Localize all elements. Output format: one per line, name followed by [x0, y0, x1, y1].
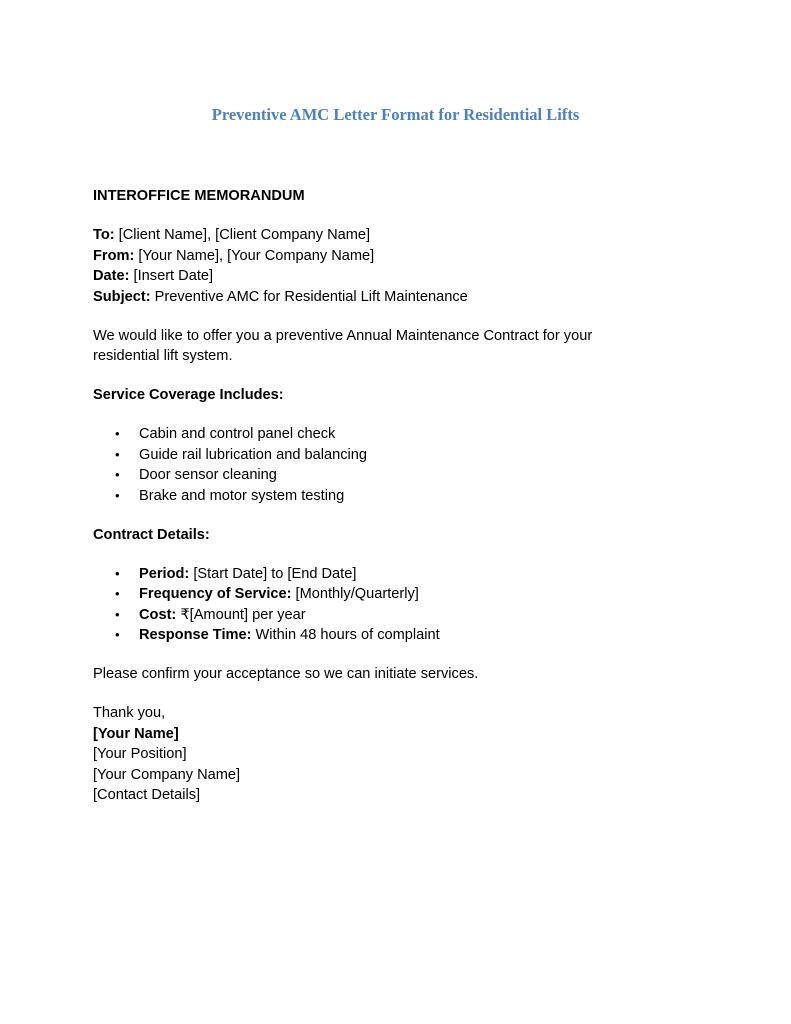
bullet-icon: • — [115, 606, 120, 622]
subject-line — [93, 287, 713, 308]
service-item-text: Brake and motor system testing — [139, 487, 345, 504]
contract-item-label: Frequency of Service: — [139, 586, 292, 602]
from-line — [93, 246, 713, 267]
bullet-icon: • — [115, 586, 120, 601]
closing-request: Please confirm your acceptance so we can initiate services. — [93, 666, 479, 682]
contract-item-value: [Start Date] to [End Date] — [189, 565, 357, 582]
from-label: From: — [93, 247, 135, 264]
service-item-text: Guide rail lubrication and balancing — [139, 446, 367, 463]
list-item — [93, 424, 713, 445]
date-label: Date: — [93, 268, 130, 284]
list-item — [93, 465, 713, 486]
signoff-contact: [Contact Details] — [93, 787, 201, 803]
memo-heading: INTEROFFICE MEMORANDUM — [93, 188, 305, 204]
signoff-company: [Your Company Name] — [93, 766, 241, 783]
service-item-text: Door sensor cleaning — [139, 467, 277, 483]
contract-item-value: ₹[Amount] per year — [176, 606, 306, 623]
document-title: Preventive AMC Letter Format for Residential Lifts — [211, 105, 580, 124]
service-item-text: Cabin and control panel check — [139, 426, 336, 442]
contract-item-label: Period: — [139, 565, 190, 582]
list-item — [93, 584, 713, 605]
list-item — [93, 605, 713, 626]
signoff-thanks: Thank you, — [93, 705, 166, 721]
contract-item-label: Cost: — [139, 606, 177, 623]
bullet-icon: • — [115, 426, 120, 441]
signoff-position: [Your Position] — [93, 746, 187, 762]
subject-label: Subject: — [93, 288, 151, 305]
contract-details-heading: Contract Details: — [93, 526, 210, 543]
contract-item-value: [Monthly/Quarterly] — [291, 586, 419, 602]
date-value: [Insert Date] — [129, 268, 214, 284]
bullet-icon: • — [115, 487, 120, 503]
to-label: To: — [93, 227, 115, 243]
to-value: [Client Name], [Client Company Name] — [114, 227, 371, 243]
contract-details-list — [93, 564, 713, 646]
date-line — [93, 266, 713, 287]
signoff-name: [Your Name] — [93, 725, 179, 742]
contract-item-label: Response Time: — [139, 627, 252, 643]
from-value: [Your Name], [Your Company Name] — [134, 247, 375, 264]
bullet-icon: • — [115, 467, 120, 482]
bullet-icon: • — [115, 627, 120, 642]
intro-line-1: We would like to offer you a preventive Annual Maintenance Contract for your — [93, 327, 593, 344]
intro-line-2: residential lift system. — [93, 348, 233, 364]
service-coverage-list — [93, 424, 713, 506]
list-item — [93, 564, 713, 585]
subject-value: Preventive AMC for Residential Lift Maintenance — [150, 288, 468, 305]
bullet-icon: • — [115, 446, 120, 462]
contract-item-value: Within 48 hours of complaint — [251, 627, 440, 643]
list-item — [93, 625, 713, 646]
list-item — [93, 486, 713, 507]
list-item — [93, 445, 713, 466]
service-coverage-heading: Service Coverage Includes: — [93, 387, 284, 403]
to-line — [93, 225, 713, 246]
memo-body — [93, 186, 713, 806]
bullet-icon: • — [115, 565, 120, 581]
